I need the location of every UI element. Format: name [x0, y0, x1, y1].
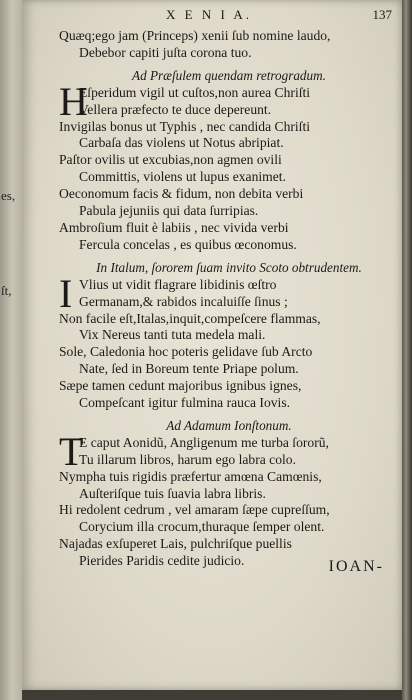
verse-line: Non facile eſt,Italas,inquit,compeſcere flammas, [59, 310, 321, 326]
verse-line: Ambroſium fluit è labiis , nec vivida verbi [59, 219, 289, 235]
opening-line: Quæq;ego jam (Princeps) xenii ſub nomine laudo, [59, 28, 331, 43]
verse-line: Fercula concelas , es quibus œconomus. [79, 236, 297, 252]
verse-line: Committis, violens ut lupus exanimet. [79, 169, 286, 185]
verse-line: Paſtor ovilis ut excubias,non agmen ovili [59, 152, 282, 168]
section-heading: Ad Adamum Ionſtonum. [166, 417, 292, 433]
verse-line: Sole, Caledonia hoc poteris gelidave ſub Arcto [59, 344, 313, 360]
verse-line: Nate, ſed in Boreum tente Priape polum. [79, 361, 299, 377]
verse-line: Invigilas bonus ut Typhis , nec candida Chriſti [59, 118, 311, 134]
drop-cap: H [59, 78, 88, 124]
section-heading: In Italum, ſororem ſuam invito Scoto obtrudentem. [96, 259, 362, 275]
poem-section [59, 428, 399, 570]
verse-line: Oeconomum facis & fidum, non debita verbi [59, 186, 304, 202]
drop-cap: I [59, 270, 73, 316]
verse-line: E caput Aonidũ, Angligenum me turba ſororũ, [79, 434, 329, 450]
section-heading: Ad Præſulem quendam retrogradum. [132, 67, 326, 83]
verse-line: Vellera præfecto te duce depereunt. [79, 101, 272, 117]
verse-line: Compeſcant igitur fulmina rauca Iovis. [79, 395, 291, 411]
opening-line: Debebor capiti juſta corona tuo. [79, 44, 252, 60]
verse-line: Carbaſa das violens ut Notus abripiat. [79, 135, 284, 151]
running-title: X E N I A. [166, 7, 252, 22]
drop-cap: T [59, 428, 84, 474]
verse-line: Germanam,& rabidos incaluiſſe ſinus ; [79, 293, 288, 309]
catchword: IOAN- [328, 558, 384, 575]
verse-line: Pierides Paridis cedite judicio. [79, 553, 245, 569]
verse-line: Hi redolent cedrum , vel amaram ſæpe cupreſſum, [59, 502, 330, 518]
verse-line: Sæpe tamen cedunt majoribus ignibus ignes, [59, 378, 302, 394]
verse-line: Pabula jejuniis qui data ſurripias. [79, 203, 259, 219]
previous-page-fragment: ſt, [1, 283, 12, 298]
verse-line: Auſteriſque tuis ſuavia labra libris. [79, 485, 266, 501]
verse-line: Nympha tuis rigidis præfertur amœna Camœnis, [59, 468, 322, 484]
verse-line: Najadas exſuperet Lais, pulchriſque puellis [59, 536, 292, 552]
page-edge-right [402, 0, 412, 700]
page-number: 137 [372, 7, 392, 22]
poem-text [59, 28, 399, 570]
verse-line: Vix Nereus tanti tuta medela mali. [79, 327, 266, 343]
page-edge-bottom [22, 690, 402, 700]
verse-line: Eſperidum vigil ut cuſtos,non aurea Chriſti [79, 84, 311, 100]
poem-section [59, 270, 399, 412]
poem-section [59, 78, 399, 254]
verse-line: Vlius ut vidit flagrare libidinis œſtro [79, 276, 277, 292]
verse-line: Tu illarum libros, harum ego labra colo. [79, 451, 296, 467]
previous-page-fragment: es, [1, 188, 16, 203]
previous-page-edge [0, 0, 22, 700]
verse-line: Corycium illa crocum,thuraque ſemper olent. [79, 519, 325, 535]
book-page [22, 0, 402, 690]
